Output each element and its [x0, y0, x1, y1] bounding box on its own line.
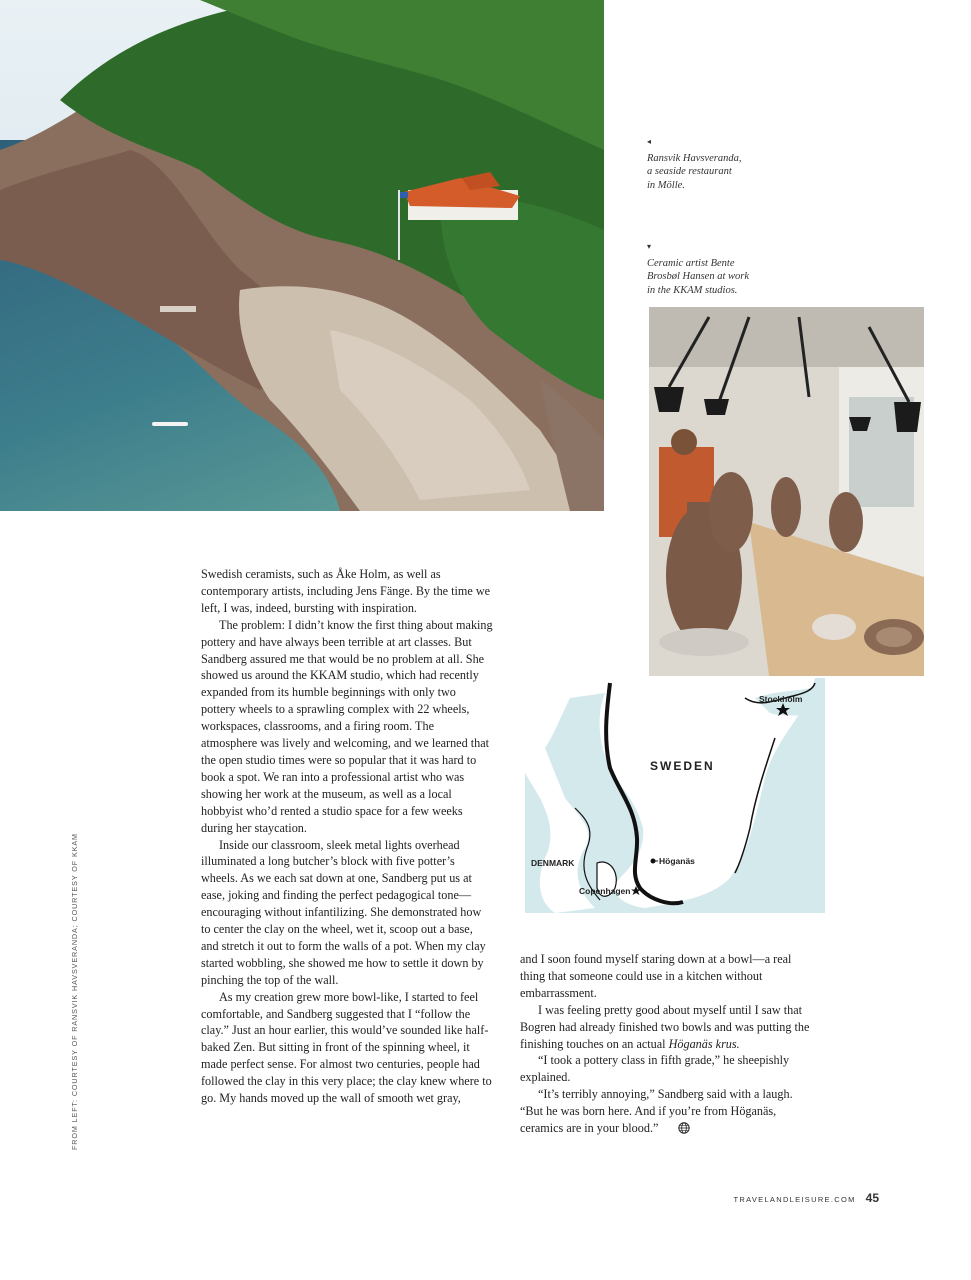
photo-credit: FROM LEFT: COURTESY OF RANSVIK HAVSVERANDA; COURTESY OF KKAM: [70, 833, 79, 1150]
caption-line: in the KKAM studios.: [647, 284, 738, 296]
map-label-hoganas: Höganäs: [659, 856, 695, 866]
italic-term: Höganäs krus.: [668, 1036, 740, 1051]
caption-line: Ransvik Havsveranda,: [647, 152, 742, 164]
article-paragraph: Inside our classroom, sleek metal lights overhead illuminated a long butcher’s block with five potter’s wheels. As we each sat down at one, Sandberg put us at ease, joking and finding the perfect pedagogical tone—encouraging without infantilizing. She demonstrated how to center the clay on the wheel, wet it, scoop out a base, and stretch it out to form the walls of a pot. When my clay started wobbling, she showed me how to settle it down by pinching the top of the wall.: [201, 837, 486, 987]
map-label-denmark: DENMARK: [531, 858, 575, 868]
article-column-left: [201, 566, 493, 1107]
page-footer: [734, 1189, 880, 1207]
globe-end-icon: [660, 1122, 690, 1139]
footer-website: TRAVELANDLEISURE.COM: [733, 1195, 856, 1204]
map-label-copenhagen: Copenhagen: [579, 886, 631, 896]
article-paragraph: and I soon found myself staring down at a bowl—a real thing that someone could use in a kitchen without embarrassment.: [520, 952, 792, 1000]
article-paragraph: As my creation grew more bowl-like, I started to feel comfortable, and Sandberg suggested that I “follow the clay.” Just an hour earlier, this would’ve sounded like half-baked Zen. But sitting in front of the spinning wheel, it made perfect sense. For almost two centuries, people had followed the clay in this very place; the clay knew where to go. My hands moved up the wall of smooth wet gray,: [201, 989, 492, 1106]
article-paragraph: Swedish ceramists, such as Åke Holm, as well as contemporary artists, including Jens Fänge. By the time we left, I was, indeed, bursting with inspiration.: [201, 567, 491, 615]
caption-line: in Mölle.: [647, 179, 685, 191]
sweden-map: [525, 678, 825, 913]
article-column-right: [520, 951, 812, 1139]
map-label-stockholm: Stockholm: [759, 694, 803, 704]
caption-down-arrow-icon: ▾: [647, 242, 652, 251]
caption-line: Brosbøl Hansen at work: [647, 271, 749, 282]
caption-line: Ceramic artist Bente: [647, 257, 735, 269]
coastal-restaurant-photo: [0, 0, 604, 511]
paragraph-text: I was feeling pretty good about myself until I saw that Bogren had already finished two bowls and was putting the finishing touches on an actual: [520, 1002, 810, 1051]
caption-left-arrow-icon: ◂: [647, 137, 652, 146]
caption-ceramic-artist: [647, 240, 787, 297]
paragraph-text: “It’s terribly annoying,” Sandberg said with a laugh. “But he was born here. And if you’re from Höganäs, ceramics are in your blood.”: [520, 1087, 793, 1136]
article-paragraph: [520, 1086, 812, 1139]
map-label-sweden: SWEDEN: [650, 759, 715, 773]
page-number: 45: [865, 1191, 879, 1205]
article-paragraph: The problem: I didn’t know the first thing about making pottery and have always been terrible at art classes. But Sandberg assured me that would be no problem at all. She showed us around the KKAM studio, which had recently expanded from its humble beginnings with only two pottery wheels to a sprawling complex with 22 wheels, workspaces, classrooms, and a firing room. The atmosphere was lively and welcoming, and we learned that the open studio times were so popular that it was hard to book a spot. We ran into a professional artist who was showing her work at the museum, as well as a local hobbyist who’d rented a studio space for a few weeks during her staycation.: [201, 617, 493, 835]
article-paragraph: [520, 1002, 812, 1053]
ceramic-studio-photo: [649, 307, 924, 676]
article-paragraph: “I took a pottery class in fifth grade,” he sheepishly explained.: [520, 1053, 790, 1085]
caption-restaurant: [647, 135, 787, 192]
caption-line: a seaside restaurant: [647, 166, 732, 177]
